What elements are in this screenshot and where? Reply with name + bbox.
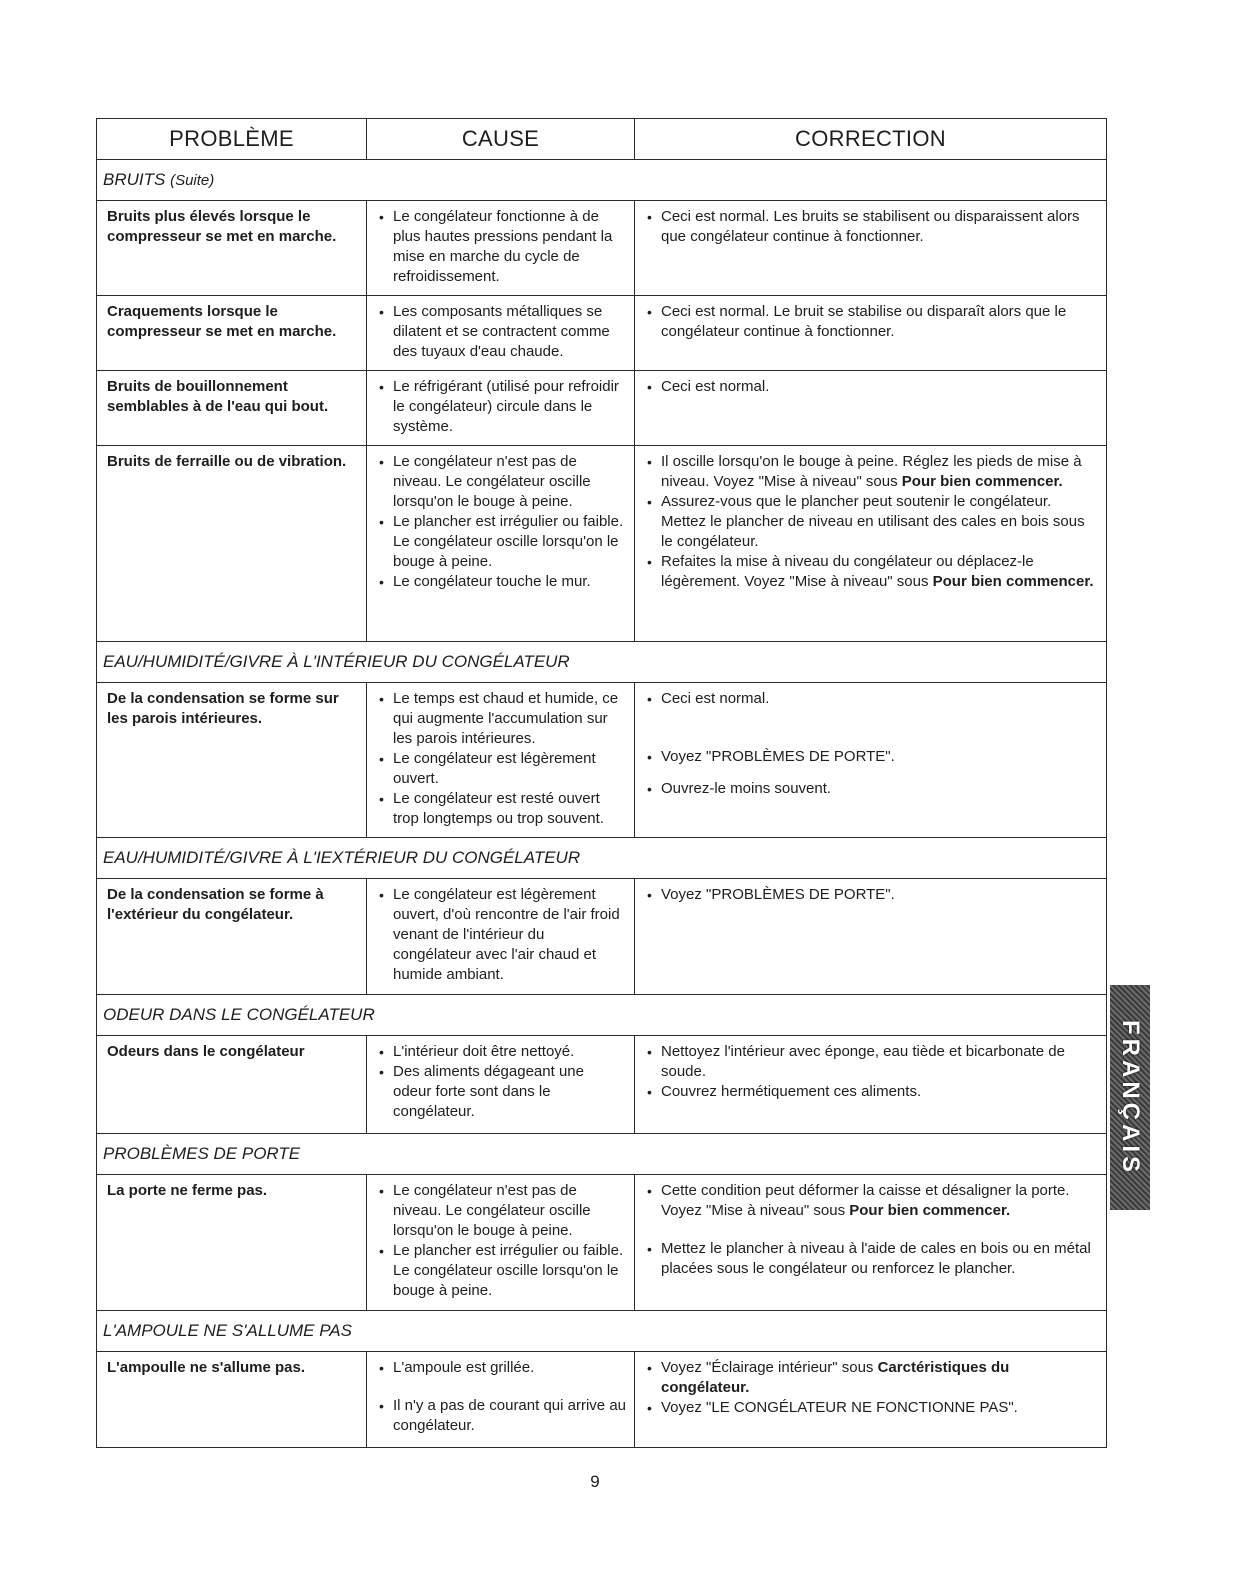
section-title: BRUITS (Suite)	[97, 160, 1107, 201]
cause-item: • Le plancher est irrégulier ou faible. Le congélateur oscille lorsqu'on le bouge à peine.	[373, 512, 626, 572]
correction-cell	[635, 1036, 1107, 1134]
section-title: ODEUR DANS LE CONGÉLATEUR	[97, 995, 1107, 1036]
cause-item: • Des aliments dégageant une odeur forte sont dans le congélateur.	[373, 1062, 626, 1122]
correction-cell	[635, 879, 1107, 995]
correction-item: • Ceci est normal. Les bruits se stabilisent ou disparaissent alors que congélateur continue à fonctionner.	[641, 207, 1098, 247]
cause-cell	[367, 371, 635, 446]
problem-cell: L'ampoulle ne s'allume pas.	[97, 1352, 367, 1448]
header-row	[97, 119, 1107, 160]
cause-item: • Le temps est chaud et humide, ce qui augmente l'accumulation sur les parois intérieures.	[373, 689, 626, 749]
cause-cell	[367, 1352, 635, 1448]
cause-item: • Le congélateur touche le mur.	[373, 572, 626, 592]
correction-item: • Voyez "Éclairage intérieur" sous Carctéristiques du congélateur.	[641, 1358, 1098, 1398]
cause-cell	[367, 296, 635, 371]
section-title: PROBLÈMES DE PORTE	[97, 1134, 1107, 1175]
cause-item: • Il n'y a pas de courant qui arrive au congélateur.	[373, 1396, 626, 1436]
section-title: EAU/HUMIDITÉ/GIVRE À L'INTÉRIEUR DU CONGÉLATEUR	[97, 642, 1107, 683]
table-row	[97, 371, 1107, 446]
cause-item: • Le congélateur est légèrement ouvert, d'où rencontre de l'air froid venant de l'intérieur du congélateur avec l'air chaud et humide ambiant.	[373, 885, 626, 985]
language-label: FRANÇAIS	[1117, 1019, 1144, 1176]
problem-cell: Craquements lorsque le compresseur se met en marche.	[97, 296, 367, 371]
cause-item: • Le congélateur n'est pas de niveau. Le congélateur oscille lorsqu'on le bouge à peine.	[373, 452, 626, 512]
page-number: 9	[590, 1472, 600, 1491]
header-correction: CORRECTION	[635, 119, 1107, 160]
header-problem: PROBLÈME	[97, 119, 367, 160]
correction-item: • Refaites la mise à niveau du congélateur ou déplacez-le légèrement. Voyez "Mise à niveau" sous Pour bien commencer.	[641, 552, 1098, 592]
correction-cell	[635, 371, 1107, 446]
language-side-tab	[1110, 985, 1150, 1210]
correction-item: • Mettez le plancher à niveau à l'aide de cales en bois ou en métal placées sous le congélateur ou renforcez le plancher.	[641, 1239, 1098, 1279]
section-noise	[97, 160, 1107, 201]
cause-item: • Le réfrigérant (utilisé pour refroidir le congélateur) circule dans le système.	[373, 377, 626, 437]
correction-item: • Couvrez hermétiquement ces aliments.	[641, 1082, 1098, 1102]
correction-cell	[635, 683, 1107, 838]
problem-cell: Bruits de ferraille ou de vibration.	[97, 446, 367, 642]
section-inside	[97, 642, 1107, 683]
correction-cell	[635, 201, 1107, 296]
cause-item: • L'intérieur doit être nettoyé.	[373, 1042, 626, 1062]
correction-item: • Cette condition peut déformer la caisse et désaligner la porte. Voyez "Mise à niveau" sous Pour bien commencer.	[641, 1181, 1098, 1221]
section-outside	[97, 838, 1107, 879]
problem-cell: De la condensation se forme à l'extérieur du congélateur.	[97, 879, 367, 995]
section-door	[97, 1134, 1107, 1175]
cause-item: • L'ampoule est grillée.	[373, 1358, 626, 1378]
table-row	[97, 446, 1107, 642]
cause-item: • Le congélateur est resté ouvert trop longtemps ou trop souvent.	[373, 789, 626, 829]
cause-item: • Le congélateur fonctionne à de plus hautes pressions pendant la mise en marche du cycle de refroidissement.	[373, 207, 626, 287]
cause-item: • Le congélateur n'est pas de niveau. Le congélateur oscille lorsqu'on le bouge à peine.	[373, 1181, 626, 1241]
correction-item: • Voyez "PROBLÈMES DE PORTE".	[641, 747, 1098, 767]
cause-cell	[367, 446, 635, 642]
table-row	[97, 1036, 1107, 1134]
correction-cell	[635, 296, 1107, 371]
correction-item: • Ouvrez-le moins souvent.	[641, 779, 1098, 799]
correction-cell	[635, 1352, 1107, 1448]
troubleshooting-table	[96, 118, 1107, 1448]
table-row	[97, 201, 1107, 296]
correction-item: • Ceci est normal.	[641, 689, 1098, 709]
cause-cell	[367, 683, 635, 838]
correction-item: • Ceci est normal.	[641, 377, 1098, 397]
problem-cell: Bruits plus élevés lorsque le compresseur se met en marche.	[97, 201, 367, 296]
cause-item: • Les composants métalliques se dilatent et se contractent comme des tuyaux d'eau chaude.	[373, 302, 626, 362]
correction-item: • Il oscille lorsqu'on le bouge à peine. Réglez les pieds de mise à niveau. Voyez "Mise à niveau" sous Pour bien commencer.	[641, 452, 1098, 492]
correction-item: • Assurez-vous que le plancher peut soutenir le congélateur. Mettez le plancher de niveau en utilisant des cales en bois sous le congélateur.	[641, 492, 1098, 552]
correction-cell	[635, 446, 1107, 642]
cause-item: • Le plancher est irrégulier ou faible. Le congélateur oscille lorsqu'on le bouge à peine.	[373, 1241, 626, 1301]
section-title: EAU/HUMIDITÉ/GIVRE À L'IEXTÉRIEUR DU CONGÉLATEUR	[97, 838, 1107, 879]
cause-cell	[367, 879, 635, 995]
correction-cell	[635, 1175, 1107, 1311]
cause-cell	[367, 1036, 635, 1134]
section-odor	[97, 995, 1107, 1036]
problem-cell: Odeurs dans le congélateur	[97, 1036, 367, 1134]
correction-item: • Ceci est normal. Le bruit se stabilise ou disparaît alors que le congélateur continue à fonctionner.	[641, 302, 1098, 342]
table-row	[97, 1175, 1107, 1311]
correction-item: • Nettoyez l'intérieur avec éponge, eau tiède et bicarbonate de soude.	[641, 1042, 1098, 1082]
section-title: L'AMPOULE NE S'ALLUME PAS	[97, 1311, 1107, 1352]
table-row	[97, 296, 1107, 371]
cause-item: • Le congélateur est légèrement ouvert.	[373, 749, 626, 789]
problem-cell: La porte ne ferme pas.	[97, 1175, 367, 1311]
table-row	[97, 683, 1107, 838]
table-row	[97, 879, 1107, 995]
table-row	[97, 1352, 1107, 1448]
header-cause: CAUSE	[367, 119, 635, 160]
problem-cell: De la condensation se forme sur les parois intérieures.	[97, 683, 367, 838]
problem-cell: Bruits de bouillonnement semblables à de l'eau qui bout.	[97, 371, 367, 446]
cause-cell	[367, 201, 635, 296]
correction-item: • Voyez "LE CONGÉLATEUR NE FONCTIONNE PAS".	[641, 1398, 1098, 1418]
section-bulb	[97, 1311, 1107, 1352]
correction-item: • Voyez "PROBLÈMES DE PORTE".	[641, 885, 1098, 905]
cause-cell	[367, 1175, 635, 1311]
